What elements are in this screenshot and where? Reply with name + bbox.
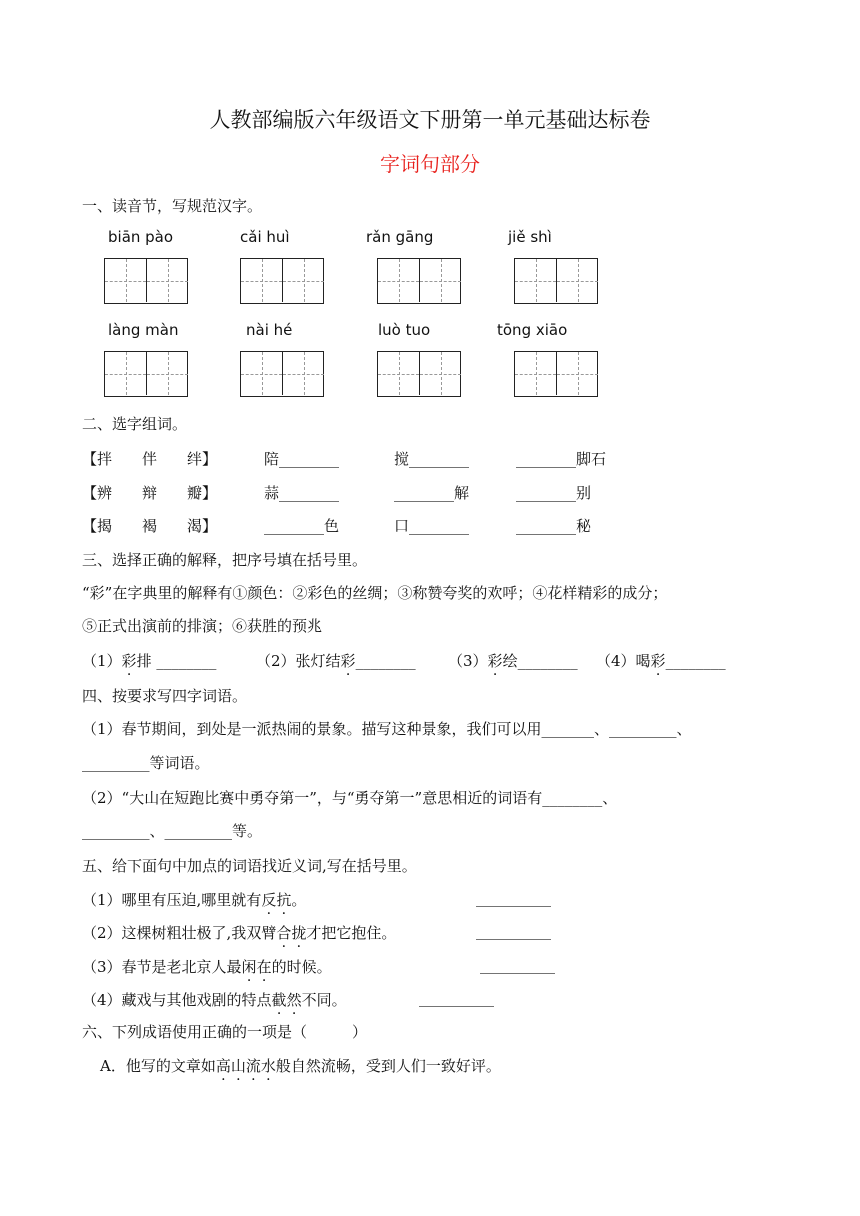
definition-text: ⑤正式出演前的排演；⑥获胜的预兆	[82, 617, 323, 635]
answer-blank[interactable]: __________	[476, 922, 551, 940]
dotted-char: 水	[260, 1057, 276, 1075]
question-item[interactable]: （2）张灯结彩________	[256, 652, 416, 670]
dotted-char: 彩	[487, 652, 503, 670]
word-blank[interactable]: ________解	[394, 484, 470, 502]
tian-grid-box[interactable]	[377, 351, 461, 397]
pinyin-label: luò tuo	[378, 321, 431, 339]
pinyin-label: nài hé	[246, 321, 293, 339]
word-blank[interactable]: 口________	[394, 517, 470, 535]
question-text[interactable]: （2）“大山在短跑比赛中勇夺第一”，与“勇夺第一”意思相近的词语有________、	[82, 789, 618, 807]
tian-grid-box[interactable]	[514, 351, 598, 397]
answer-blank[interactable]: __________	[419, 989, 494, 1007]
dotted-char: 彩	[340, 652, 356, 670]
section-5-heading: 五、给下面句中加点的词语找近义词,写在括号里。	[82, 857, 417, 875]
tian-grid-box[interactable]	[240, 258, 324, 304]
dotted-char: 彩	[121, 652, 137, 670]
dotted-char: 山	[230, 1057, 246, 1075]
word-blank[interactable]: 搅________	[394, 450, 470, 468]
pinyin-label: rǎn gāng	[366, 228, 434, 246]
dotted-char: 彩	[650, 652, 666, 670]
word-blank[interactable]: 陪________	[264, 450, 340, 468]
word-blank[interactable]: ________秘	[516, 517, 592, 535]
dotted-char: 闲	[241, 958, 257, 976]
question-text[interactable]: _________等词语。	[82, 754, 210, 772]
option-a[interactable]: A．他写的文章如高山流水般自然流畅，受到人们一致好评。	[100, 1057, 501, 1075]
pinyin-label: tōng xiāo	[497, 321, 568, 339]
dotted-char: 然	[286, 991, 302, 1009]
sentence-item: （2）这棵树粗壮极了,我双臂合拢才把它抱住。	[82, 924, 397, 942]
dotted-char: 截	[271, 991, 287, 1009]
word-blank[interactable]: ________色	[264, 517, 340, 535]
pinyin-label: cǎi huì	[240, 228, 290, 246]
question-item[interactable]: （4）喝彩________	[596, 652, 726, 670]
dotted-char: 流	[245, 1057, 261, 1075]
char-group: 【拌 伴 绊】	[82, 450, 218, 468]
pinyin-label: làng màn	[108, 321, 179, 339]
dotted-char: 高	[215, 1057, 231, 1075]
question-text[interactable]: _________、_________等。	[82, 822, 263, 840]
question-item[interactable]: （3）彩绘________	[448, 652, 578, 670]
dotted-char: 拢	[291, 924, 307, 942]
page-subtitle: 字词句部分	[380, 152, 480, 176]
dotted-char: 反	[261, 891, 277, 909]
tian-grid-box[interactable]	[104, 258, 188, 304]
sentence-item: （3）春节是老北京人最闲在的时候。	[82, 958, 332, 976]
word-blank[interactable]: ________脚石	[516, 450, 607, 468]
question-item[interactable]: （1）彩排 ________	[82, 652, 217, 670]
answer-blank[interactable]: __________	[476, 889, 551, 907]
definition-text: “彩”在字典里的解释有①颜色：②彩色的丝绸；③称赞夸奖的欢呼；④花样精彩的成分；	[82, 584, 668, 602]
char-group: 【揭 褐 渴】	[82, 517, 218, 535]
section-1-heading: 一、读音节，写规范汉字。	[82, 197, 263, 215]
section-2-heading: 二、选字组词。	[82, 415, 188, 433]
pinyin-label: jiě shì	[508, 228, 552, 246]
dotted-char: 在	[256, 958, 272, 976]
dotted-char: 抗	[276, 891, 292, 909]
pinyin-label: biān pào	[108, 228, 174, 246]
tian-grid-box[interactable]	[377, 258, 461, 304]
question-text[interactable]: （1）春节期间，到处是一派热闹的景象。描写这种景象，我们可以用_______、_________、	[82, 720, 692, 738]
section-6-heading: 六、下列成语使用正确的一项是（ ）	[82, 1023, 368, 1041]
section-3-heading: 三、选择正确的解释，把序号填在括号里。	[82, 551, 368, 569]
tian-grid-box[interactable]	[240, 351, 324, 397]
tian-grid-box[interactable]	[514, 258, 598, 304]
tian-grid-box[interactable]	[104, 351, 188, 397]
dotted-char: 合	[276, 924, 292, 942]
answer-blank[interactable]: __________	[480, 956, 555, 974]
word-blank[interactable]: ________别	[516, 484, 592, 502]
word-blank[interactable]: 蒜________	[264, 484, 340, 502]
page-title: 人教部编版六年级语文下册第一单元基础达标卷	[209, 108, 651, 132]
sentence-item: （4）藏戏与其他戏剧的特点截然不同。	[82, 991, 347, 1009]
section-4-heading: 四、按要求写四字词语。	[82, 687, 248, 705]
sentence-item: （1）哪里有压迫,哪里就有反抗。	[82, 891, 307, 909]
char-group: 【辨 辩 瓣】	[82, 484, 218, 502]
